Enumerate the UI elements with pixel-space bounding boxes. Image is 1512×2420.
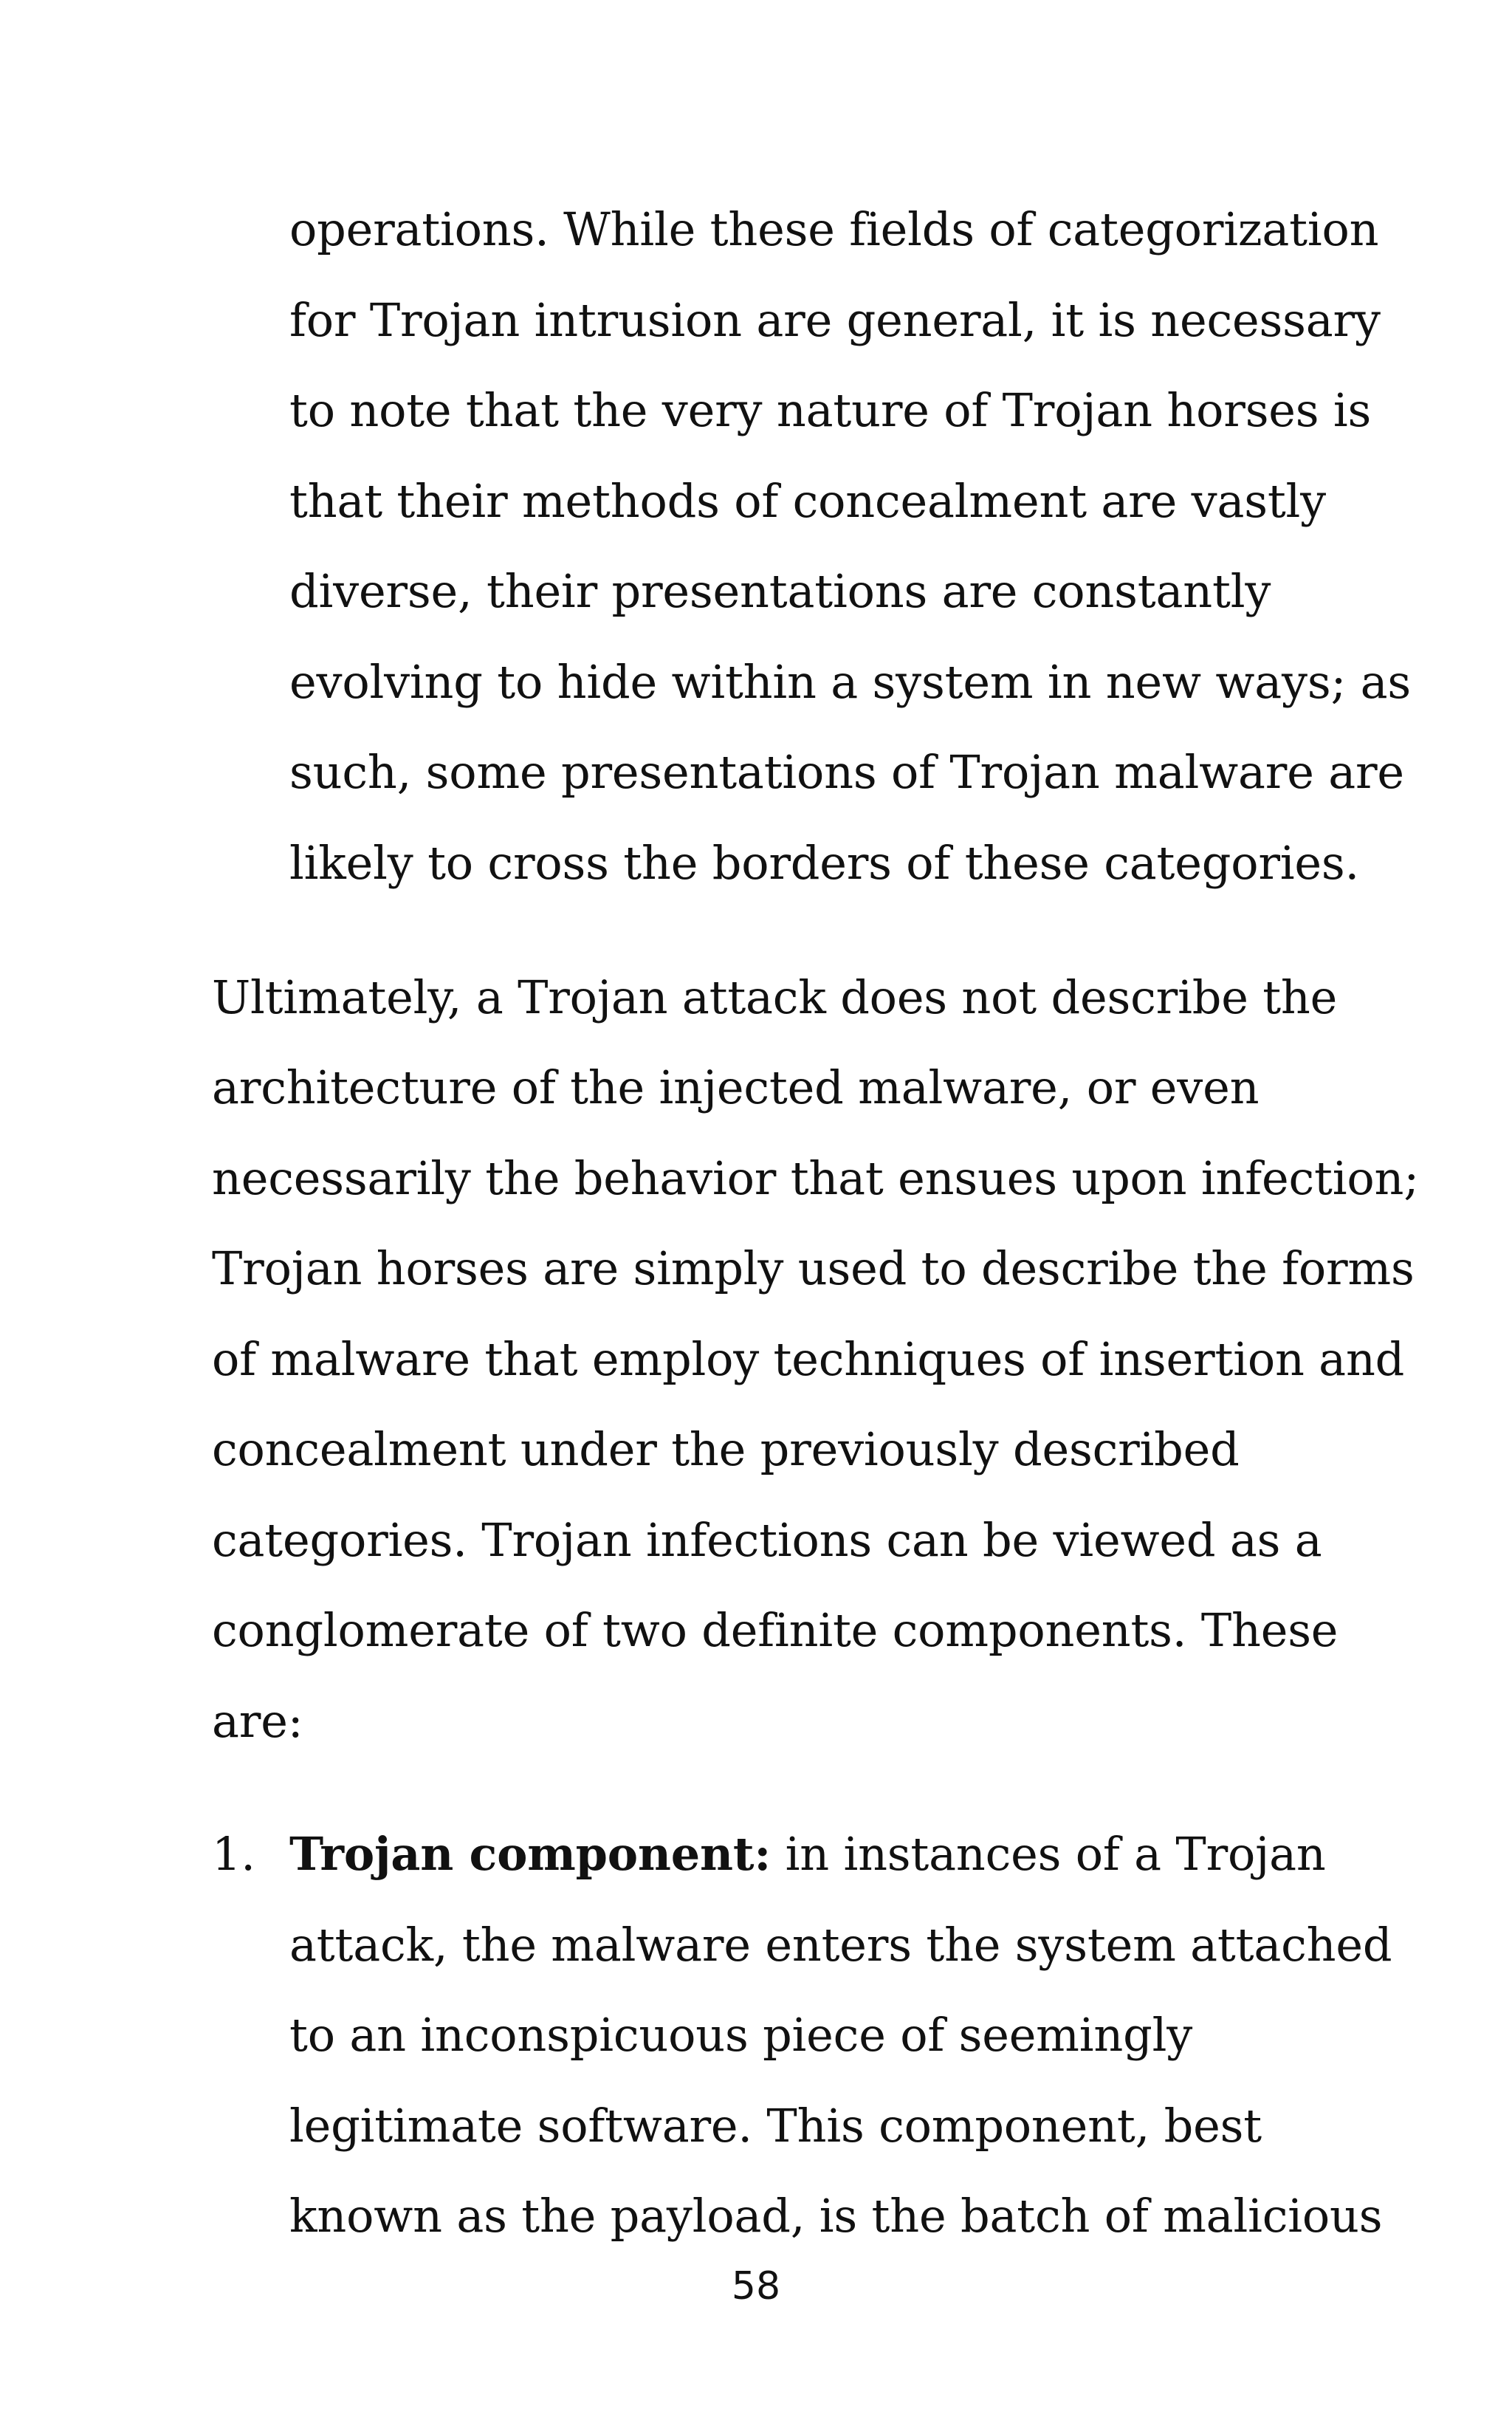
paragraph-line-9: are: — [212, 1694, 303, 1748]
paragraph-line-6: concealment under the previously described — [212, 1422, 1240, 1476]
paragraph-line-3: necessarily the behavior that ensues upon infection; — [212, 1151, 1419, 1205]
paragraph-line-2: architecture of the injected malware, or even — [212, 1060, 1260, 1114]
list-item-1-line-4: legitimate software. This component, best — [289, 2099, 1262, 2153]
paragraph-line-8: conglomerate of two definite components. These — [212, 1603, 1339, 1657]
paragraph-line-5: of malware that employ techniques of insertion and — [212, 1332, 1405, 1386]
paragraph-line-7: categories. Trojan infections can be viewed as a — [212, 1513, 1322, 1567]
list-item-1-line-5: known as the payload, is the batch of malicious — [289, 2189, 1383, 2243]
continuation-line-3: to note that the very nature of Trojan horses is — [289, 383, 1372, 437]
continuation-line-4: that their methods of concealment are vastly — [289, 474, 1327, 528]
list-item-1-line-3: to an inconspicuous piece of seemingly — [289, 2008, 1193, 2062]
list-number-1: 1. — [212, 1827, 255, 1881]
continuation-line-6: evolving to hide within a system in new ways; as — [289, 655, 1412, 709]
list-item-1-term: Trojan component: — [289, 1827, 772, 1881]
page-number: 58 — [731, 2264, 781, 2308]
continuation-line-1: operations. While these fields of categorization — [289, 202, 1379, 256]
list-item-1-first-line-rest: in instances of a Trojan — [771, 1827, 1326, 1881]
continuation-line-8: likely to cross the borders of these categories. — [289, 836, 1360, 890]
list-item-1-line-2: attack, the malware enters the system attached — [289, 1918, 1392, 1972]
paragraph-line-4: Trojan horses are simply used to describe the forms — [212, 1241, 1415, 1295]
continuation-line-2: for Trojan intrusion are general, it is necessary — [289, 293, 1381, 347]
list-item-1-first-line — [289, 1827, 1326, 1881]
continuation-line-7: such, some presentations of Trojan malware are — [289, 745, 1404, 799]
paragraph-line-1: Ultimately, a Trojan attack does not describe the — [212, 970, 1338, 1024]
continuation-line-5: diverse, their presentations are constantly — [289, 564, 1271, 618]
